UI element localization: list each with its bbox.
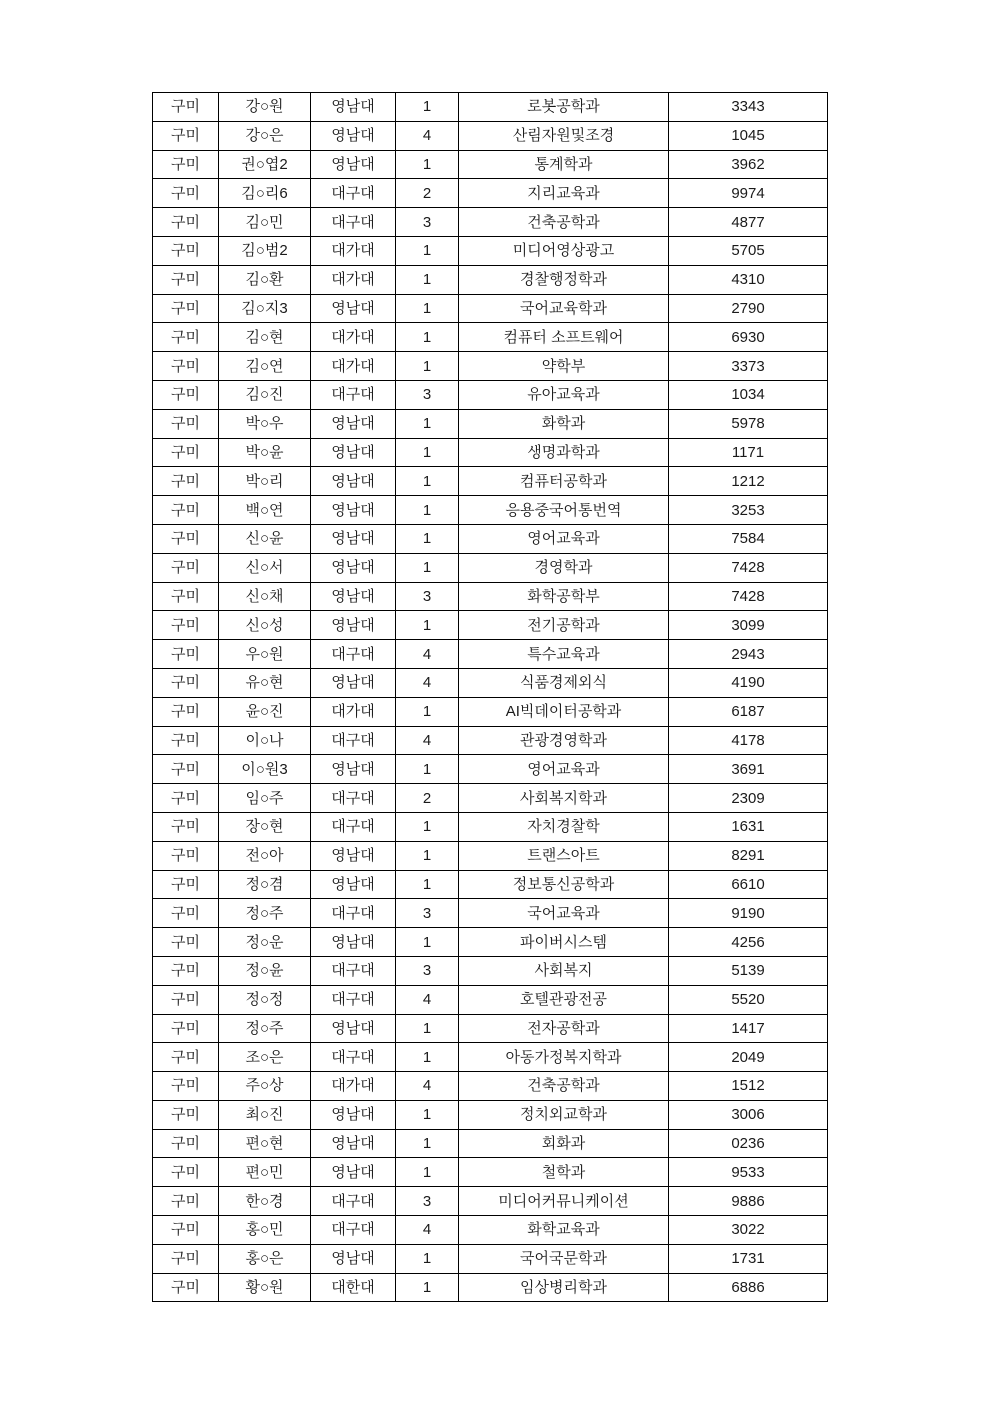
cell-code: 5520 bbox=[669, 985, 828, 1014]
cell-department: 경찰행정학과 bbox=[459, 265, 669, 294]
cell-department: 국어국문학과 bbox=[459, 1244, 669, 1273]
table-row bbox=[153, 697, 828, 726]
cell-university: 영남대 bbox=[311, 1014, 396, 1043]
cell-university: 대가대 bbox=[311, 265, 396, 294]
cell-university: 대가대 bbox=[311, 1072, 396, 1101]
cell-university: 대구대 bbox=[311, 956, 396, 985]
cell-university: 영남대 bbox=[311, 870, 396, 899]
cell-department: 사회복지 bbox=[459, 956, 669, 985]
cell-code: 7428 bbox=[669, 582, 828, 611]
cell-department: 영어교육과 bbox=[459, 524, 669, 553]
cell-department: 미디어영상광고 bbox=[459, 236, 669, 265]
cell-code: 3343 bbox=[669, 93, 828, 122]
cell-department: 경영학과 bbox=[459, 553, 669, 582]
cell-region: 구미 bbox=[153, 438, 219, 467]
cell-rank: 3 bbox=[396, 1187, 459, 1216]
cell-code: 3691 bbox=[669, 755, 828, 784]
cell-university: 대구대 bbox=[311, 726, 396, 755]
cell-university: 대구대 bbox=[311, 1187, 396, 1216]
cell-name: 신○성 bbox=[219, 611, 311, 640]
cell-code: 9190 bbox=[669, 899, 828, 928]
cell-code: 0236 bbox=[669, 1129, 828, 1158]
cell-university: 대구대 bbox=[311, 1216, 396, 1245]
cell-rank: 1 bbox=[396, 496, 459, 525]
cell-region: 구미 bbox=[153, 1187, 219, 1216]
cell-region: 구미 bbox=[153, 93, 219, 122]
cell-university: 영남대 bbox=[311, 553, 396, 582]
cell-region: 구미 bbox=[153, 582, 219, 611]
cell-name: 한○경 bbox=[219, 1187, 311, 1216]
cell-name: 조○은 bbox=[219, 1043, 311, 1072]
cell-rank: 1 bbox=[396, 409, 459, 438]
cell-region: 구미 bbox=[153, 121, 219, 150]
cell-rank: 4 bbox=[396, 668, 459, 697]
cell-name: 신○서 bbox=[219, 553, 311, 582]
table-row bbox=[153, 496, 828, 525]
table-row bbox=[153, 323, 828, 352]
cell-rank: 3 bbox=[396, 208, 459, 237]
cell-region: 구미 bbox=[153, 812, 219, 841]
cell-region: 구미 bbox=[153, 1158, 219, 1187]
cell-department: 국어교육과 bbox=[459, 899, 669, 928]
table-row bbox=[153, 1129, 828, 1158]
table-row bbox=[153, 236, 828, 265]
cell-name: 김○연 bbox=[219, 352, 311, 381]
cell-rank: 1 bbox=[396, 93, 459, 122]
cell-code: 1512 bbox=[669, 1072, 828, 1101]
cell-rank: 1 bbox=[396, 294, 459, 323]
cell-code: 2943 bbox=[669, 640, 828, 669]
cell-department: 전기공학과 bbox=[459, 611, 669, 640]
table-row bbox=[153, 841, 828, 870]
table-row bbox=[153, 524, 828, 553]
table-row bbox=[153, 870, 828, 899]
cell-rank: 4 bbox=[396, 121, 459, 150]
cell-name: 박○리 bbox=[219, 467, 311, 496]
cell-university: 대구대 bbox=[311, 784, 396, 813]
table-row bbox=[153, 956, 828, 985]
cell-name: 우○원 bbox=[219, 640, 311, 669]
cell-name: 편○현 bbox=[219, 1129, 311, 1158]
cell-code: 3006 bbox=[669, 1100, 828, 1129]
cell-department: 통계학과 bbox=[459, 150, 669, 179]
cell-department: 컴퓨터 소프트웨어 bbox=[459, 323, 669, 352]
cell-rank: 4 bbox=[396, 1216, 459, 1245]
cell-rank: 1 bbox=[396, 1129, 459, 1158]
cell-rank: 1 bbox=[396, 467, 459, 496]
table-row bbox=[153, 150, 828, 179]
cell-department: 응용중국어통번역 bbox=[459, 496, 669, 525]
cell-rank: 2 bbox=[396, 784, 459, 813]
table-row bbox=[153, 726, 828, 755]
cell-name: 강○은 bbox=[219, 121, 311, 150]
cell-region: 구미 bbox=[153, 1216, 219, 1245]
cell-region: 구미 bbox=[153, 611, 219, 640]
cell-university: 대구대 bbox=[311, 640, 396, 669]
cell-code: 2790 bbox=[669, 294, 828, 323]
cell-name: 이○나 bbox=[219, 726, 311, 755]
cell-department: 사회복지학과 bbox=[459, 784, 669, 813]
cell-region: 구미 bbox=[153, 784, 219, 813]
cell-region: 구미 bbox=[153, 1100, 219, 1129]
cell-name: 정○주 bbox=[219, 899, 311, 928]
cell-rank: 1 bbox=[396, 553, 459, 582]
cell-name: 김○리6 bbox=[219, 179, 311, 208]
cell-rank: 3 bbox=[396, 956, 459, 985]
cell-code: 1631 bbox=[669, 812, 828, 841]
cell-rank: 2 bbox=[396, 179, 459, 208]
cell-code: 1045 bbox=[669, 121, 828, 150]
cell-code: 4877 bbox=[669, 208, 828, 237]
cell-rank: 1 bbox=[396, 1244, 459, 1273]
cell-department: 특수교육과 bbox=[459, 640, 669, 669]
table-body bbox=[153, 93, 828, 1302]
cell-university: 영남대 bbox=[311, 668, 396, 697]
table-row bbox=[153, 380, 828, 409]
cell-name: 정○주 bbox=[219, 1014, 311, 1043]
cell-name: 신○윤 bbox=[219, 524, 311, 553]
cell-department: 화학과 bbox=[459, 409, 669, 438]
cell-name: 홍○민 bbox=[219, 1216, 311, 1245]
cell-region: 구미 bbox=[153, 352, 219, 381]
table-row bbox=[153, 294, 828, 323]
cell-code: 8291 bbox=[669, 841, 828, 870]
cell-department: 식품경제외식 bbox=[459, 668, 669, 697]
cell-code: 4190 bbox=[669, 668, 828, 697]
table-row bbox=[153, 755, 828, 784]
cell-name: 권○엽2 bbox=[219, 150, 311, 179]
cell-department: 정치외교학과 bbox=[459, 1100, 669, 1129]
cell-region: 구미 bbox=[153, 1043, 219, 1072]
cell-region: 구미 bbox=[153, 409, 219, 438]
table-row bbox=[153, 467, 828, 496]
cell-department: 건축공학과 bbox=[459, 1072, 669, 1101]
cell-code: 6187 bbox=[669, 697, 828, 726]
cell-department: 컴퓨터공학과 bbox=[459, 467, 669, 496]
cell-name: 정○윤 bbox=[219, 956, 311, 985]
cell-region: 구미 bbox=[153, 1273, 219, 1302]
table-row bbox=[153, 1100, 828, 1129]
cell-rank: 1 bbox=[396, 1273, 459, 1302]
cell-rank: 1 bbox=[396, 524, 459, 553]
cell-code: 6886 bbox=[669, 1273, 828, 1302]
cell-name: 정○운 bbox=[219, 928, 311, 957]
table-row bbox=[153, 611, 828, 640]
cell-department: 약학부 bbox=[459, 352, 669, 381]
cell-region: 구미 bbox=[153, 726, 219, 755]
cell-university: 대구대 bbox=[311, 985, 396, 1014]
cell-name: 임○주 bbox=[219, 784, 311, 813]
table-row bbox=[153, 1158, 828, 1187]
cell-university: 영남대 bbox=[311, 121, 396, 150]
cell-region: 구미 bbox=[153, 985, 219, 1014]
cell-code: 2309 bbox=[669, 784, 828, 813]
cell-code: 4256 bbox=[669, 928, 828, 957]
cell-name: 황○원 bbox=[219, 1273, 311, 1302]
cell-code: 6930 bbox=[669, 323, 828, 352]
cell-name: 김○현 bbox=[219, 323, 311, 352]
cell-rank: 1 bbox=[396, 323, 459, 352]
table-row bbox=[153, 1244, 828, 1273]
cell-rank: 1 bbox=[396, 236, 459, 265]
cell-region: 구미 bbox=[153, 1129, 219, 1158]
cell-code: 5978 bbox=[669, 409, 828, 438]
cell-name: 편○민 bbox=[219, 1158, 311, 1187]
cell-code: 1034 bbox=[669, 380, 828, 409]
cell-university: 대가대 bbox=[311, 697, 396, 726]
cell-department: 화학교육과 bbox=[459, 1216, 669, 1245]
table-row bbox=[153, 582, 828, 611]
cell-university: 영남대 bbox=[311, 1158, 396, 1187]
cell-rank: 1 bbox=[396, 1014, 459, 1043]
cell-university: 대구대 bbox=[311, 812, 396, 841]
cell-region: 구미 bbox=[153, 956, 219, 985]
cell-name: 김○범2 bbox=[219, 236, 311, 265]
cell-region: 구미 bbox=[153, 524, 219, 553]
table-row bbox=[153, 1043, 828, 1072]
cell-name: 김○진 bbox=[219, 380, 311, 409]
cell-name: 박○윤 bbox=[219, 438, 311, 467]
cell-rank: 1 bbox=[396, 352, 459, 381]
cell-region: 구미 bbox=[153, 755, 219, 784]
cell-name: 주○상 bbox=[219, 1072, 311, 1101]
cell-name: 홍○은 bbox=[219, 1244, 311, 1273]
cell-code: 2049 bbox=[669, 1043, 828, 1072]
cell-name: 김○민 bbox=[219, 208, 311, 237]
cell-region: 구미 bbox=[153, 841, 219, 870]
cell-university: 대가대 bbox=[311, 236, 396, 265]
cell-rank: 1 bbox=[396, 265, 459, 294]
cell-region: 구미 bbox=[153, 236, 219, 265]
cell-rank: 1 bbox=[396, 870, 459, 899]
table-row bbox=[153, 985, 828, 1014]
cell-university: 영남대 bbox=[311, 611, 396, 640]
table-row bbox=[153, 928, 828, 957]
cell-department: 아동가정복지학과 bbox=[459, 1043, 669, 1072]
cell-rank: 1 bbox=[396, 1158, 459, 1187]
cell-department: 관광경영학과 bbox=[459, 726, 669, 755]
cell-rank: 3 bbox=[396, 582, 459, 611]
cell-region: 구미 bbox=[153, 870, 219, 899]
cell-university: 영남대 bbox=[311, 1244, 396, 1273]
cell-rank: 1 bbox=[396, 150, 459, 179]
table-row bbox=[153, 812, 828, 841]
cell-code: 4310 bbox=[669, 265, 828, 294]
cell-department: 화학공학부 bbox=[459, 582, 669, 611]
cell-region: 구미 bbox=[153, 1244, 219, 1273]
cell-name: 박○우 bbox=[219, 409, 311, 438]
cell-department: 생명과학과 bbox=[459, 438, 669, 467]
table-row bbox=[153, 438, 828, 467]
cell-name: 신○채 bbox=[219, 582, 311, 611]
cell-code: 1417 bbox=[669, 1014, 828, 1043]
cell-department: 로봇공학과 bbox=[459, 93, 669, 122]
cell-department: 산림자원및조경 bbox=[459, 121, 669, 150]
cell-code: 3962 bbox=[669, 150, 828, 179]
cell-region: 구미 bbox=[153, 467, 219, 496]
cell-name: 정○정 bbox=[219, 985, 311, 1014]
cell-department: 미디어커뮤니케이션 bbox=[459, 1187, 669, 1216]
cell-code: 9886 bbox=[669, 1187, 828, 1216]
cell-code: 3022 bbox=[669, 1216, 828, 1245]
cell-university: 대한대 bbox=[311, 1273, 396, 1302]
cell-name: 윤○진 bbox=[219, 697, 311, 726]
table-row bbox=[153, 93, 828, 122]
cell-region: 구미 bbox=[153, 1014, 219, 1043]
cell-code: 4178 bbox=[669, 726, 828, 755]
cell-rank: 4 bbox=[396, 726, 459, 755]
cell-rank: 3 bbox=[396, 899, 459, 928]
cell-university: 대구대 bbox=[311, 899, 396, 928]
cell-university: 영남대 bbox=[311, 409, 396, 438]
cell-region: 구미 bbox=[153, 1072, 219, 1101]
cell-name: 김○지3 bbox=[219, 294, 311, 323]
cell-department: 호텔관광전공 bbox=[459, 985, 669, 1014]
cell-code: 5139 bbox=[669, 956, 828, 985]
cell-code: 9533 bbox=[669, 1158, 828, 1187]
cell-name: 유○현 bbox=[219, 668, 311, 697]
cell-rank: 1 bbox=[396, 812, 459, 841]
cell-university: 영남대 bbox=[311, 582, 396, 611]
cell-rank: 1 bbox=[396, 928, 459, 957]
cell-code: 1171 bbox=[669, 438, 828, 467]
cell-code: 3373 bbox=[669, 352, 828, 381]
student-application-table bbox=[152, 92, 828, 1302]
cell-department: 건축공학과 bbox=[459, 208, 669, 237]
table-row bbox=[153, 179, 828, 208]
cell-code: 3099 bbox=[669, 611, 828, 640]
cell-rank: 1 bbox=[396, 1043, 459, 1072]
cell-code: 9974 bbox=[669, 179, 828, 208]
table-row bbox=[153, 1014, 828, 1043]
cell-university: 영남대 bbox=[311, 1100, 396, 1129]
cell-department: 회화과 bbox=[459, 1129, 669, 1158]
table-row bbox=[153, 1187, 828, 1216]
cell-region: 구미 bbox=[153, 899, 219, 928]
cell-department: 자치경찰학 bbox=[459, 812, 669, 841]
table-row bbox=[153, 121, 828, 150]
cell-university: 대구대 bbox=[311, 179, 396, 208]
cell-rank: 4 bbox=[396, 1072, 459, 1101]
cell-department: 유아교육과 bbox=[459, 380, 669, 409]
table-row bbox=[153, 784, 828, 813]
table-row bbox=[153, 1216, 828, 1245]
cell-rank: 1 bbox=[396, 611, 459, 640]
cell-rank: 1 bbox=[396, 1100, 459, 1129]
table-row bbox=[153, 1072, 828, 1101]
cell-rank: 3 bbox=[396, 380, 459, 409]
cell-department: 정보통신공학과 bbox=[459, 870, 669, 899]
cell-department: 지리교육과 bbox=[459, 179, 669, 208]
cell-rank: 4 bbox=[396, 985, 459, 1014]
cell-code: 3253 bbox=[669, 496, 828, 525]
cell-name: 전○아 bbox=[219, 841, 311, 870]
cell-university: 영남대 bbox=[311, 524, 396, 553]
table-row bbox=[153, 409, 828, 438]
cell-department: 전자공학과 bbox=[459, 1014, 669, 1043]
table-row bbox=[153, 352, 828, 381]
cell-region: 구미 bbox=[153, 553, 219, 582]
cell-region: 구미 bbox=[153, 640, 219, 669]
table-row bbox=[153, 899, 828, 928]
cell-region: 구미 bbox=[153, 496, 219, 525]
cell-university: 영남대 bbox=[311, 755, 396, 784]
cell-department: 파이버시스템 bbox=[459, 928, 669, 957]
cell-university: 대가대 bbox=[311, 323, 396, 352]
cell-university: 영남대 bbox=[311, 928, 396, 957]
table-row bbox=[153, 208, 828, 237]
cell-university: 영남대 bbox=[311, 1129, 396, 1158]
cell-department: 임상병리학과 bbox=[459, 1273, 669, 1302]
cell-name: 이○원3 bbox=[219, 755, 311, 784]
table-row bbox=[153, 640, 828, 669]
cell-university: 영남대 bbox=[311, 93, 396, 122]
cell-name: 최○진 bbox=[219, 1100, 311, 1129]
cell-name: 김○환 bbox=[219, 265, 311, 294]
cell-code: 7428 bbox=[669, 553, 828, 582]
table-row bbox=[153, 1273, 828, 1302]
cell-rank: 1 bbox=[396, 841, 459, 870]
table-row bbox=[153, 668, 828, 697]
cell-university: 대구대 bbox=[311, 1043, 396, 1072]
cell-university: 대구대 bbox=[311, 380, 396, 409]
cell-region: 구미 bbox=[153, 150, 219, 179]
cell-name: 정○겸 bbox=[219, 870, 311, 899]
cell-department: 영어교육과 bbox=[459, 755, 669, 784]
cell-university: 영남대 bbox=[311, 150, 396, 179]
cell-region: 구미 bbox=[153, 294, 219, 323]
cell-university: 대구대 bbox=[311, 208, 396, 237]
cell-code: 6610 bbox=[669, 870, 828, 899]
cell-region: 구미 bbox=[153, 179, 219, 208]
cell-region: 구미 bbox=[153, 928, 219, 957]
cell-region: 구미 bbox=[153, 697, 219, 726]
cell-university: 영남대 bbox=[311, 438, 396, 467]
cell-rank: 1 bbox=[396, 755, 459, 784]
cell-department: 국어교육학과 bbox=[459, 294, 669, 323]
cell-university: 영남대 bbox=[311, 294, 396, 323]
cell-department: AI빅데이터공학과 bbox=[459, 697, 669, 726]
cell-name: 백○연 bbox=[219, 496, 311, 525]
table-row bbox=[153, 553, 828, 582]
cell-region: 구미 bbox=[153, 380, 219, 409]
cell-rank: 1 bbox=[396, 697, 459, 726]
cell-department: 트랜스아트 bbox=[459, 841, 669, 870]
table-row bbox=[153, 265, 828, 294]
cell-university: 영남대 bbox=[311, 841, 396, 870]
cell-name: 강○원 bbox=[219, 93, 311, 122]
cell-rank: 1 bbox=[396, 438, 459, 467]
cell-name: 장○현 bbox=[219, 812, 311, 841]
cell-rank: 4 bbox=[396, 640, 459, 669]
cell-region: 구미 bbox=[153, 323, 219, 352]
cell-university: 영남대 bbox=[311, 496, 396, 525]
cell-code: 1212 bbox=[669, 467, 828, 496]
cell-code: 1731 bbox=[669, 1244, 828, 1273]
cell-university: 영남대 bbox=[311, 467, 396, 496]
cell-code: 5705 bbox=[669, 236, 828, 265]
cell-region: 구미 bbox=[153, 668, 219, 697]
cell-region: 구미 bbox=[153, 208, 219, 237]
cell-region: 구미 bbox=[153, 265, 219, 294]
cell-department: 철학과 bbox=[459, 1158, 669, 1187]
cell-code: 7584 bbox=[669, 524, 828, 553]
cell-university: 대가대 bbox=[311, 352, 396, 381]
